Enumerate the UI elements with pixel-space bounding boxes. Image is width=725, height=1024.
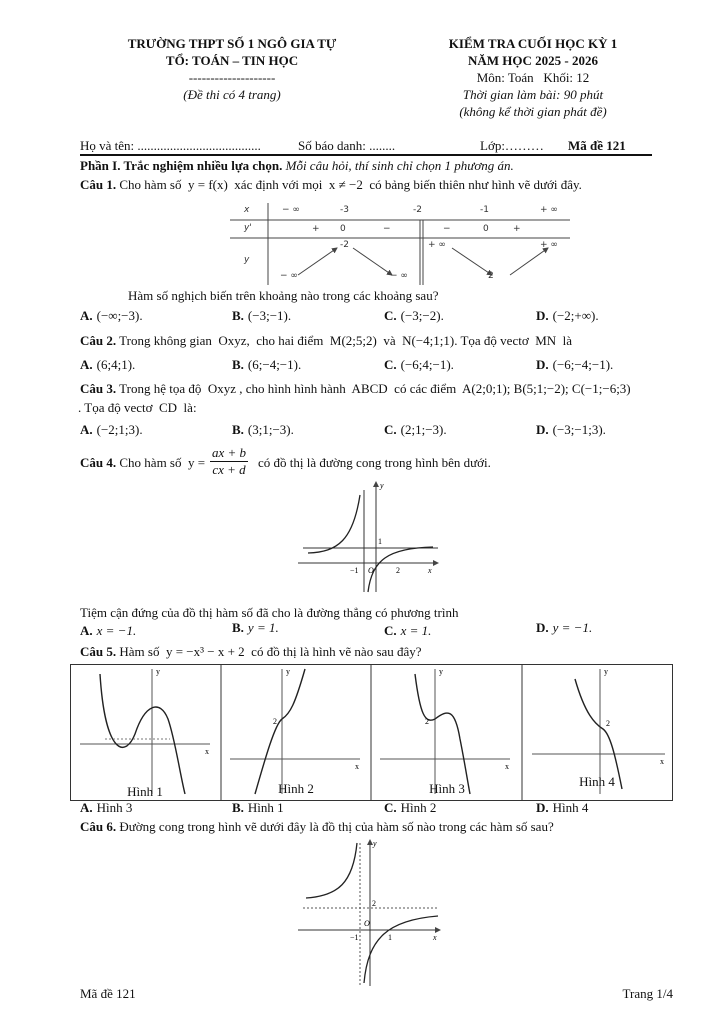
- q-text: Cho hàm số y = f(x) xác định với mọi x ≠ −2 có bảng biến thiên như hình vẽ dưới đây.: [119, 177, 582, 192]
- option-d[interactable]: [536, 422, 606, 438]
- option-key: D.: [536, 357, 549, 372]
- q-text: Cho hàm số y =: [119, 455, 206, 470]
- option-b[interactable]: [232, 308, 291, 324]
- tick-1: 1: [378, 537, 382, 546]
- option-key: B.: [232, 620, 244, 635]
- origin: O: [364, 919, 370, 928]
- question-2: [80, 333, 572, 349]
- option-key: C.: [384, 357, 397, 372]
- figure-1-graph: [80, 667, 210, 794]
- variation-table: [230, 203, 570, 285]
- q-text: Hàm số y = −x³ − x + 2 có đồ thị là hình vẽ nào sau đây?: [119, 644, 422, 659]
- svg-text:y: y: [156, 667, 160, 676]
- tbl-x: + ∞: [540, 205, 558, 215]
- tbl-y: + ∞: [428, 240, 446, 250]
- tbl-y: − ∞: [280, 271, 298, 281]
- option-b[interactable]: [232, 620, 279, 636]
- option-value: Hình 2: [400, 800, 437, 815]
- option-value: (6;−4;−1).: [247, 357, 302, 372]
- q-text: Đường cong trong hình vẽ dưới đây là đồ thị của hàm số nào trong các hàm số sau?: [119, 819, 554, 834]
- q4-text-cont: có đồ thị là đường cong trong hình bên dưới.: [258, 455, 491, 470]
- class-field: Lớp:………: [480, 138, 544, 153]
- svg-text:y: y: [286, 667, 290, 676]
- svg-text:2: 2: [606, 719, 610, 728]
- option-value: (−2;+∞).: [552, 308, 599, 323]
- origin: O: [368, 566, 374, 575]
- option-key: C.: [384, 800, 397, 815]
- figure-4-label: Hình 4: [579, 774, 615, 789]
- y-label: y: [373, 839, 377, 848]
- option-value: (2;1;−3).: [400, 422, 447, 437]
- option-key: B.: [232, 308, 244, 323]
- footer-exam-code: Mã đề 121: [80, 986, 136, 1001]
- question-1: [80, 177, 582, 193]
- option-a[interactable]: [80, 800, 132, 816]
- option-value: (−6;4;−1).: [400, 357, 454, 372]
- duration: Thời gian làm bài: 90 phút: [462, 87, 604, 102]
- x-label: x: [428, 566, 432, 575]
- figure-3-label: Hình 3: [429, 781, 465, 796]
- tbl-yp: 0: [340, 224, 346, 234]
- tbl-y: + ∞: [540, 240, 558, 250]
- tbl-x: -2: [413, 205, 422, 215]
- option-value: (−2;1;3).: [96, 422, 143, 437]
- option-a[interactable]: [80, 623, 136, 639]
- tbl-yp: 0: [483, 224, 489, 234]
- header-rule: [80, 154, 652, 156]
- option-c[interactable]: [384, 623, 431, 639]
- exam-code: Mã đề 121: [568, 138, 626, 153]
- option-d[interactable]: [536, 308, 599, 324]
- tbl-y: − ∞: [390, 271, 408, 281]
- option-value: y = −1.: [552, 620, 593, 635]
- tbl-x-label: x: [244, 205, 250, 215]
- option-c[interactable]: [384, 422, 447, 438]
- curve-right: [364, 916, 438, 983]
- q-label: Câu 4.: [80, 455, 117, 470]
- tbl-yp: +: [513, 224, 521, 234]
- question-3: [80, 381, 631, 397]
- exam-title: KIỂM TRA CUỐI HỌC KỲ 1: [448, 36, 618, 51]
- name-field: Họ và tên: ......................................: [80, 138, 261, 153]
- figure-2-graph: [230, 667, 360, 794]
- option-value: x = 1.: [400, 623, 432, 638]
- arrow-up: [298, 248, 337, 275]
- tick-m1: −1: [350, 566, 359, 575]
- option-value: (3;1;−3).: [247, 422, 294, 437]
- tbl-yp-label: y': [244, 223, 252, 233]
- option-key: A.: [80, 357, 93, 372]
- tick-m1: −1: [350, 933, 359, 942]
- divider: --------------------: [188, 70, 276, 85]
- q1-prompt: Hàm số nghịch biến trên khoảng nào trong các khoảng sau?: [128, 288, 439, 303]
- option-key: A.: [80, 308, 93, 323]
- option-key: B.: [232, 357, 244, 372]
- question-4: [80, 455, 205, 471]
- svg-text:x: x: [660, 757, 664, 766]
- option-value: (−∞;−3).: [96, 308, 143, 323]
- figure-1-label: Hình 1: [127, 784, 163, 799]
- denominator: cx + d: [212, 462, 246, 477]
- footer-page-number: Trang 1/4: [622, 986, 673, 1001]
- option-key: C.: [384, 623, 397, 638]
- option-value: (−3;−2).: [400, 308, 444, 323]
- tbl-y-label: y: [244, 255, 250, 265]
- option-c[interactable]: [384, 800, 436, 816]
- x-label: x: [433, 933, 437, 942]
- tick-2: 2: [372, 899, 376, 908]
- numerator: ax + b: [212, 445, 247, 460]
- tbl-yp: +: [312, 224, 320, 234]
- tbl-x: -3: [340, 205, 349, 215]
- svg-text:y: y: [604, 667, 608, 676]
- option-c[interactable]: [384, 308, 444, 324]
- figure-2-label: Hình 2: [278, 781, 314, 796]
- tbl-x: − ∞: [282, 205, 300, 215]
- option-c[interactable]: [384, 357, 454, 373]
- q-text: Trong không gian Oxyz, cho hai điểm M(2;5;2) và N(−4;1;1). Tọa độ vectơ MN là: [119, 333, 573, 348]
- option-value: (6;4;1).: [96, 357, 136, 372]
- option-value: (−3;−1;3).: [552, 422, 606, 437]
- department: TỔ: TOÁN – TIN HỌC: [165, 53, 299, 68]
- school-name: TRƯỜNG THPT SỐ 1 NGÔ GIA TỰ: [127, 36, 337, 51]
- arrow-down: [353, 248, 392, 275]
- y-label: y: [380, 481, 384, 490]
- option-d[interactable]: [536, 620, 592, 636]
- tick-2: 2: [396, 566, 400, 575]
- option-value: y = 1.: [247, 620, 279, 635]
- duration-note: (không kể thời gian phát đề): [459, 104, 607, 119]
- curve-right: [368, 547, 433, 592]
- fraction: [210, 445, 248, 478]
- tbl-yp: −: [383, 224, 391, 234]
- option-key: A.: [80, 623, 93, 638]
- question-6: [80, 819, 554, 835]
- svg-text:2: 2: [273, 717, 277, 726]
- option-value: (−6;−4;−1).: [552, 357, 614, 372]
- option-value: Hình 4: [552, 800, 589, 815]
- option-a[interactable]: [80, 308, 143, 324]
- pages-note: (Đề thi có 4 trang): [183, 87, 281, 102]
- option-d[interactable]: [536, 800, 588, 816]
- q-label: Câu 6.: [80, 819, 117, 834]
- q-label: Câu 1.: [80, 177, 117, 192]
- curve-left: [308, 495, 360, 553]
- svg-text:y: y: [439, 667, 443, 676]
- subject: Môn: Toán Khối: 12: [476, 70, 590, 85]
- curve-left: [306, 843, 357, 898]
- tbl-yp: −: [443, 224, 451, 234]
- option-value: (−3;−1).: [247, 308, 292, 323]
- option-key: D.: [536, 800, 549, 815]
- option-key: D.: [536, 308, 549, 323]
- tbl-x: -1: [480, 205, 489, 215]
- q-label: Câu 5.: [80, 644, 117, 659]
- option-a[interactable]: [80, 357, 135, 373]
- option-key: B.: [232, 800, 244, 815]
- option-key: B.: [232, 422, 244, 437]
- q-text: Trong hệ tọa độ Oxyz , cho hình hình hành ABCD có các điểm A(2;0;1); B(5;1;−2); C(−1;−6;3): [119, 381, 631, 396]
- option-a[interactable]: [80, 422, 143, 438]
- svg-text:x: x: [505, 762, 509, 771]
- arrow-up: [510, 248, 548, 275]
- q3-text-cont: . Tọa độ vectơ CD là:: [78, 400, 197, 415]
- tick-1: 1: [388, 933, 392, 942]
- option-key: A.: [80, 422, 93, 437]
- option-b[interactable]: [232, 357, 301, 373]
- part-instruction: Mỗi câu hỏi, thí sinh chỉ chọn 1 phương án.: [285, 158, 514, 173]
- tbl-y: 2: [488, 271, 494, 281]
- q4-prompt: Tiệm cận đứng của đồ thị hàm số đã cho là đường thẳng có phương trình: [80, 605, 459, 620]
- option-d[interactable]: [536, 357, 613, 373]
- school-year: NĂM HỌC 2025 - 2026: [468, 53, 598, 68]
- part-heading: [80, 158, 514, 174]
- option-key: C.: [384, 308, 397, 323]
- question-5: [80, 644, 422, 660]
- tbl-y: -2: [340, 240, 349, 250]
- svg-text:x: x: [355, 762, 359, 771]
- svg-text:x: x: [205, 747, 209, 756]
- option-b[interactable]: [232, 422, 294, 438]
- option-value: Hình 3: [96, 800, 133, 815]
- q-label: Câu 2.: [80, 333, 117, 348]
- option-key: D.: [536, 422, 549, 437]
- q4-graph: [298, 480, 443, 595]
- arrow-down: [452, 248, 492, 275]
- q6-graph: [298, 838, 443, 988]
- option-value: x = −1.: [96, 623, 137, 638]
- figure-3-graph: [380, 667, 510, 794]
- option-value: Hình 1: [247, 800, 284, 815]
- q-label: Câu 3.: [80, 381, 117, 396]
- option-key: A.: [80, 800, 93, 815]
- option-b[interactable]: [232, 800, 284, 816]
- candidate-number-field: Số báo danh: ........: [298, 138, 396, 153]
- part-title: Phần I. Trắc nghiệm nhiều lựa chọn.: [80, 158, 283, 173]
- option-key: D.: [536, 620, 549, 635]
- svg-text:2: 2: [425, 717, 429, 726]
- option-key: C.: [384, 422, 397, 437]
